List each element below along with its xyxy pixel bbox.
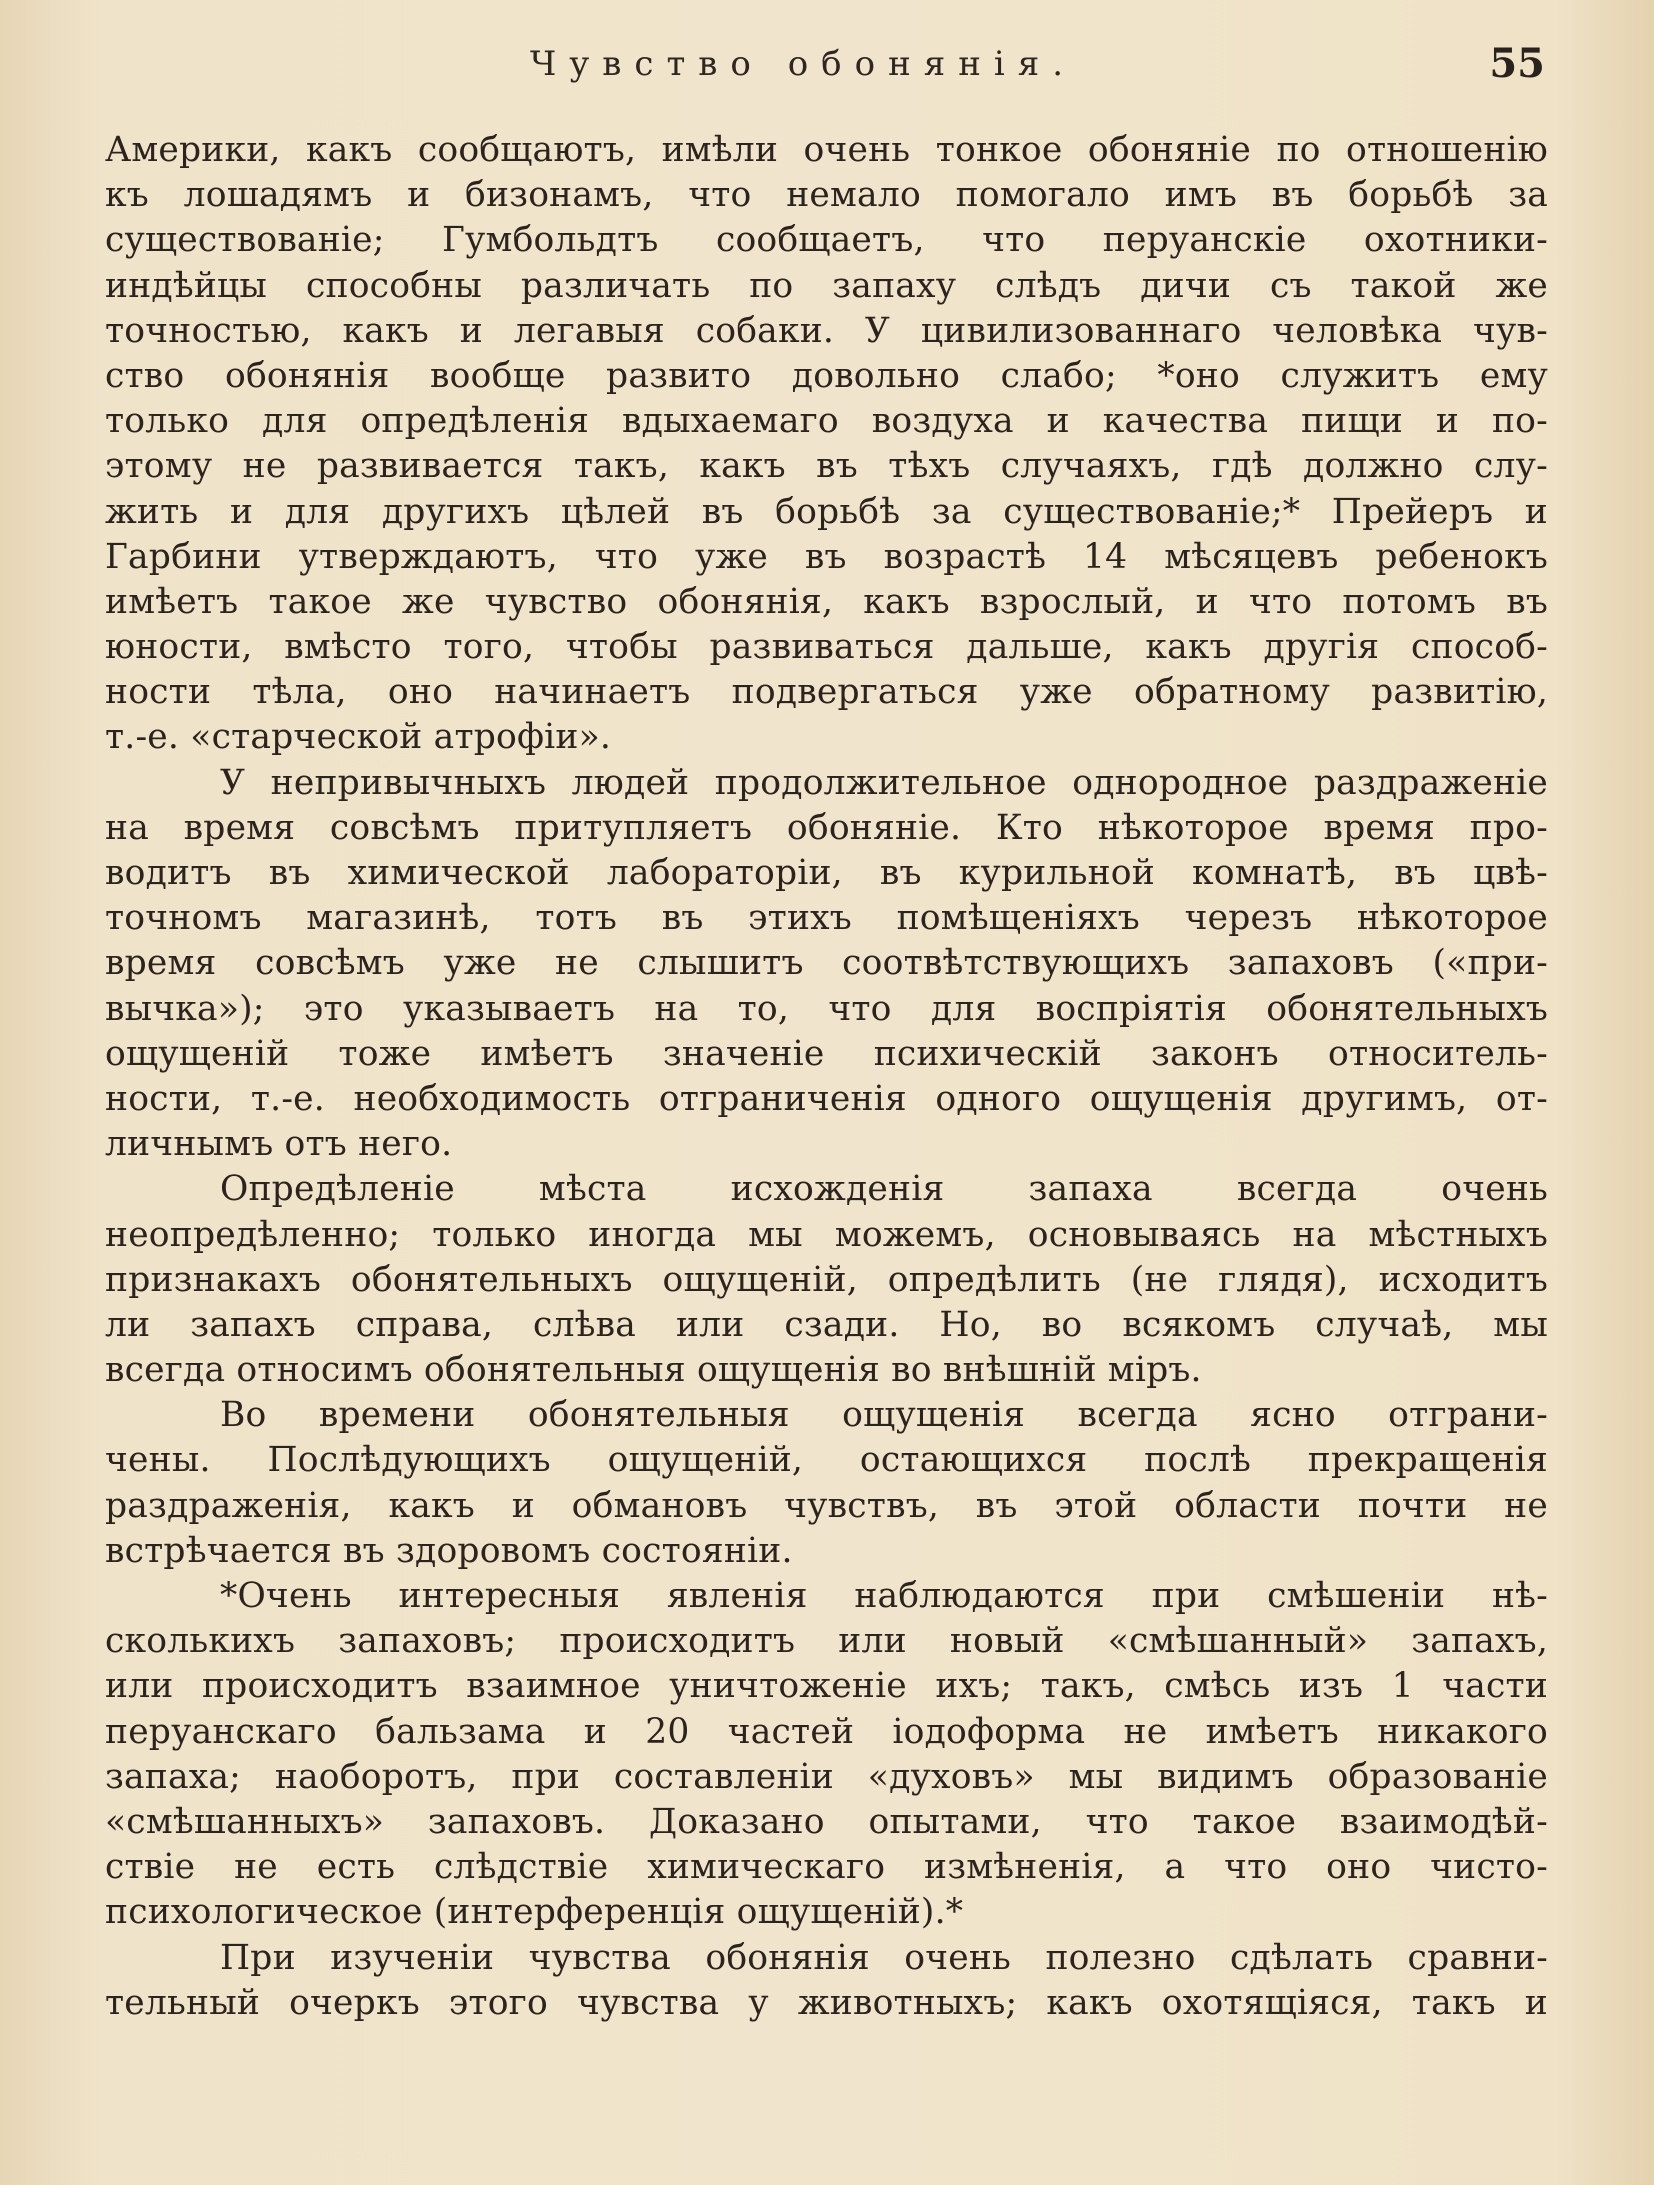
text-line: раздраженія, какъ и обмановъ чувствъ, въ этой области почти не: [105, 1485, 1548, 1526]
text-line: имѣетъ такое же чувство обонянія, какъ взрослый, и что потомъ въ: [105, 581, 1548, 622]
text-line: т.-е. «старческой атрофіи».: [105, 717, 612, 758]
text-line: неопредѣленно; только иногда мы можемъ, основываясь на мѣстныхъ: [105, 1214, 1548, 1255]
body-text: [105, 128, 1548, 2026]
text-line: Гарбини утверждаютъ, что уже въ возрастѣ 14 мѣсяцевъ ребенокъ: [105, 536, 1548, 577]
text-line: *Очень интересныя явленія наблюдаются при смѣшеніи нѣ-: [220, 1576, 1548, 1616]
text-line: время совсѣмъ уже не слышитъ соотвѣтствующихъ запаховъ («при-: [105, 943, 1548, 984]
text-line: только для опредѣленія вдыхаемаго воздуха и качества пищи и по-: [105, 401, 1548, 442]
text-line: ли запахъ справа, слѣва или сзади. Но, во всякомъ случаѣ, мы: [105, 1304, 1548, 1345]
text-line: ности тѣла, оно начинаетъ подвергаться уже обратному развитію,: [105, 672, 1548, 713]
text-line: личнымъ отъ него.: [105, 1124, 453, 1165]
text-line: вычка»); это указываетъ на то, что для воспріятія обонятельныхъ: [105, 988, 1548, 1029]
text-line: перуанскаго бальзама и 20 частей іодоформа не имѣетъ никакого: [105, 1711, 1548, 1752]
text-line: Америки, какъ сообщаютъ, имѣли очень тонкое обонянie по отношенію: [105, 130, 1548, 170]
text-line: ство обонянія вообще развито довольно слабо; *оно служитъ ему: [105, 355, 1548, 396]
text-line: водитъ въ химической лабораторіи, въ курильной комнатѣ, въ цвѣ-: [105, 853, 1548, 893]
text-line: точностью, какъ и легавыя собаки. У цивилизованнаго человѣка чув-: [105, 310, 1548, 351]
text-line: юности, вмѣсто того, чтобы развиваться дальше, какъ другія способ-: [105, 627, 1548, 668]
text-line: признакахъ обонятельныхъ ощущеній, опредѣлить (не глядя), исходитъ: [105, 1259, 1548, 1300]
text-line: ности, т.-е. необходимость отграниченія одного ощущенія другимъ, от-: [105, 1078, 1548, 1119]
text-line: сколькихъ запаховъ; происходитъ или новый «смѣшанный» запахъ,: [105, 1621, 1548, 1662]
text-line: существованіе; Гумбольдтъ сообщаетъ, что перуанскіе охотники-: [105, 220, 1548, 261]
text-line: къ лошадямъ и бизонамъ, что немало помогало имъ въ борьбѣ за: [105, 175, 1548, 216]
text-line: или происходитъ взаимное уничтоженіе ихъ; такъ, смѣсь изъ 1 части: [105, 1666, 1548, 1707]
text-line: «смѣшанныхъ» запаховъ. Доказано опытами, что такое взаимодѣй-: [105, 1801, 1548, 1842]
text-line: тельный очеркъ этого чувства у животныхъ; какъ охотящіяся, такъ и: [105, 1982, 1548, 2023]
running-title: Чувство обонянія.: [530, 44, 1077, 84]
text-line: точномъ магазинѣ, тотъ въ этихъ помѣщеніяхъ черезъ нѣкоторое: [105, 898, 1548, 939]
text-line: индѣйцы способны различать по запаху слѣдъ дичи съ такой же: [105, 265, 1548, 306]
text-line: жить и для другихъ цѣлей въ борьбѣ за существованіе;* Прейеръ и: [105, 491, 1548, 532]
text-line: этому не развивается такъ, какъ въ тѣхъ случаяхъ, гдѣ должно слу-: [105, 446, 1548, 487]
text-line: встрѣчается въ здоровомъ состояніи.: [105, 1530, 793, 1571]
text-line: У непривычныхъ людей продолжительное однородное раздраженіе: [220, 762, 1548, 803]
page-number: 55: [1489, 40, 1545, 87]
text-line: запаха; наоборотъ, при составленіи «духовъ» мы видимъ образованіе: [105, 1756, 1548, 1797]
text-line: ощущеній тоже имѣетъ значеніе психическій законъ относитель-: [105, 1033, 1548, 1074]
text-line: При изученіи чувства обонянія очень полезно сдѣлать сравни-: [220, 1937, 1548, 1978]
text-line: психологическое (интерференція ощущеній).*: [105, 1892, 964, 1933]
text-line: на время совсѣмъ притупляетъ обоняніе. Кто нѣкоторое время про-: [105, 807, 1548, 848]
page-header: [105, 40, 1545, 104]
text-line: Опредѣленіе мѣста исхожденія запаха всегда очень: [220, 1169, 1548, 1210]
text-line: ствіе не есть слѣдствіе химическаго измѣненія, а что оно чисто-: [105, 1847, 1548, 1888]
text-line: всегда относимъ обонятельныя ощущенія во внѣшній міръ.: [105, 1350, 1202, 1391]
text-line: Во времени обонятельныя ощущенія всегда ясно отграни-: [220, 1395, 1548, 1436]
text-line: чены. Послѣдующихъ ощущеній, остающихся послѣ прекращенія: [105, 1440, 1548, 1481]
